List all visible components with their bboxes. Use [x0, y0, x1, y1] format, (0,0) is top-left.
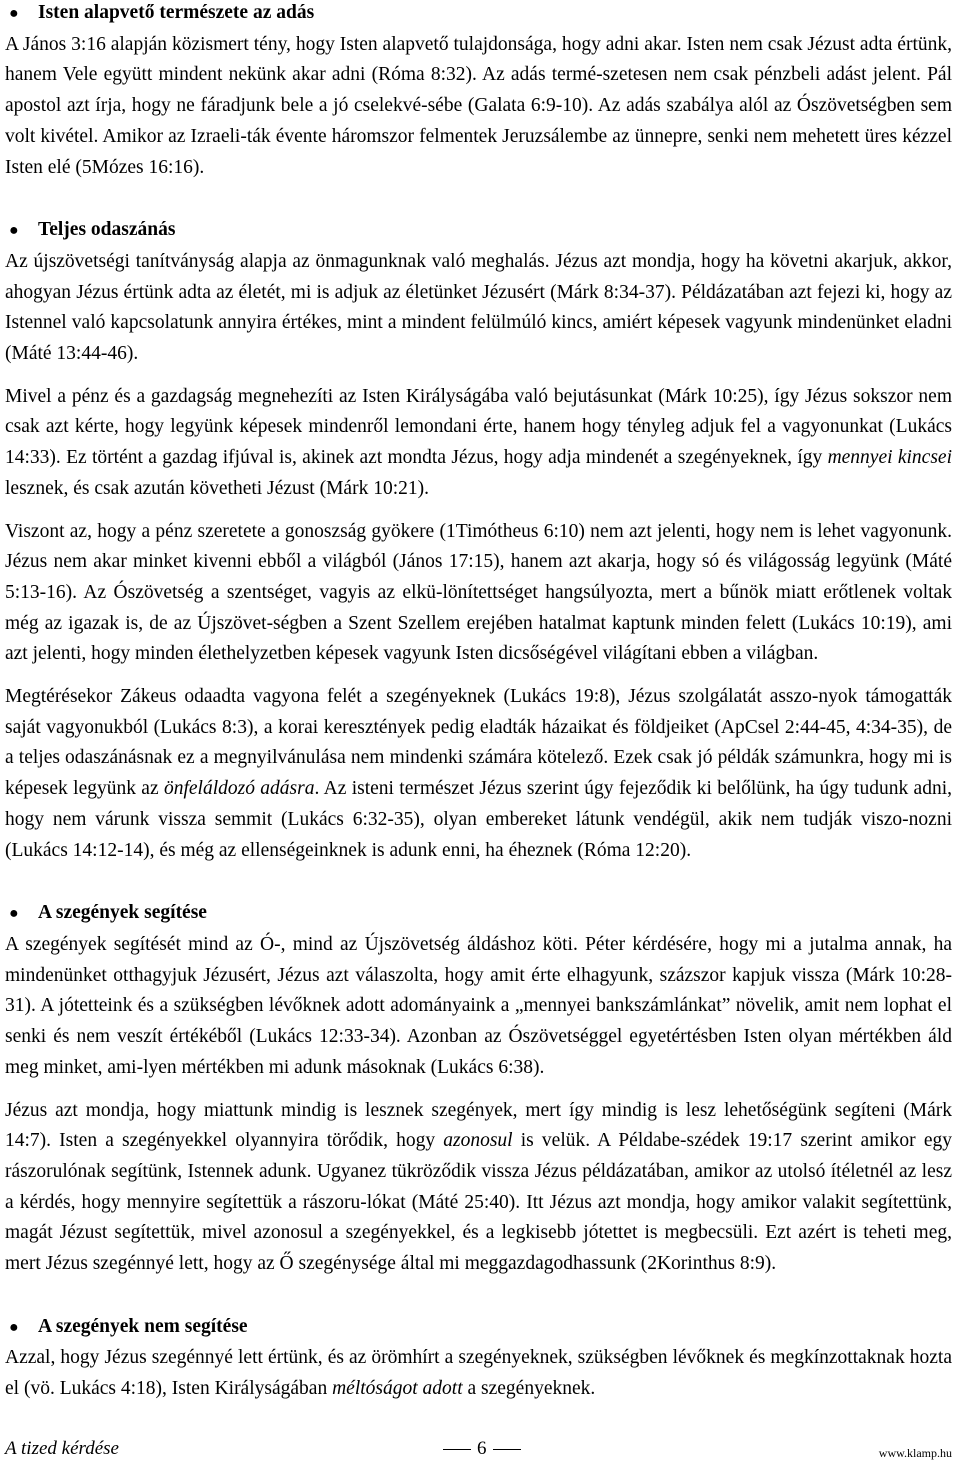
paragraph: Jézus azt mondja, hogy miattunk mindig is lesznek szegények, mert így mindig is lesz lehetőségünk segíteni (Márk 14:7). Isten a szegényekkel olyannyira törődik, hogy azonosul is velük. A Példabe-szédek 19:17 szerint amikor egy rászorulónak segítünk, Istennek adunk. Ugyanez tükröződik vissza Jézus példázatában, amikor az utolsó ítéletnél az lesz a kérdés, hogy mennyire segítettük a rászoru-lókat (Máté 25:40). Itt Jézus azt mondja, hogy amikor valakit segítettünk, magát Jézust segítettük, mivel azonosul a szegényekkel, és a legkisebb jótettet is megbecsüli. Ezt azért is teheti meg, mert Jézus szegénnyé lett, hogy az Ő szegénysége által mi meggazdagodhassunk (2Korinthus 8:9). [5, 1099, 952, 1275]
footer-title: A tized kérdése [5, 1438, 119, 1459]
section-heading-text: A szegények nem segítése [38, 1315, 248, 1337]
section-heading-text: Teljes odaszánás [38, 219, 176, 241]
section-heading-text: Isten alapvető természete az adás [38, 2, 315, 23]
dash-left [443, 1449, 471, 1450]
dash-right [493, 1449, 521, 1450]
page-number [437, 1434, 527, 1465]
paragraph: Azzal, hogy Jézus szegénnyé lett értünk, és az örömhírt a szegényeknek, szükségben lévőknek és megkínzottaknak hozta el (vö. Lukács 4:18), Isten Királyságában méltóságot adott a szegényeknek. [5, 1347, 952, 1400]
page-footer [5, 1434, 952, 1460]
section-heading [5, 215, 952, 247]
bullet-icon: ● [9, 905, 19, 923]
page-number-text: 6 [477, 1438, 487, 1459]
bullet-icon: ● [9, 5, 19, 22]
bullet-icon: ● [9, 1318, 19, 1336]
document-page [5, 0, 952, 1417]
section-heading [5, 898, 952, 930]
paragraph: Az újszövetségi tanítványság alapja az önmagunknak való meghalás. Jézus azt mondja, hogy ha követni akarjuk, akkor, ahogyan Jézus értünk adta az életét, mi is adjuk az életünket Jézusért (Márk 8:34-37). Példázatában azt fejezi ki, hogy az Istennel való kapcsolatunk annyira értékes, mint a mindent felülmúló kincs, amiért képesek vagyunk mindenünket eladni (Máté 13:44-46). [5, 250, 952, 365]
bullet-icon: ● [9, 222, 19, 240]
section-heading [5, 0, 952, 30]
footer-site: www.klamp.hu [878, 1446, 952, 1460]
paragraph: Megtérésekor Zákeus odaadta vagyona felét a szegényeknek (Lukács 19:8), Jézus szolgálatát asszo-nyok támogatták saját vagyonukból (Lukács 8:3), a korai keresztények pedig eladták házaikat és földjeiket (ApCsel 2:44-45, 4:34-35), de a teljes odaszánásnak ez a megnyilvánulása nem mindenki számára kötelező. Ezek csak jó példák számunkra, hogy mi is képesek legyünk az önfeláldozó adásra. Az isteni természet Jézus szerint úgy fejeződik ki belőlünk, ha úgy tudunk adni, hogy nem várunk vissza semmit (Lukács 6:32-35), olyan embereket látunk vendégül, akik nem tudják viszo-nozni (Lukács 14:12-14), és még az ellenségeinknek is adunk enni, ha éheznek (Róma 12:20). [5, 686, 952, 861]
section-heading-text: A szegények segítése [38, 902, 207, 924]
paragraph: Mivel a pénz és a gazdagság megnehezíti az Isten Királyságába való bejutásunkat (Márk 10:25), így Jézus sokszor nem csak azt kérte, hogy legyünk képesek mindenről lemondani érte, hanem hogy tényleg adjuk fel a vagyonunkat (Lukács 14:33). Ez történt a gazdag ifjúval is, akinek azt mondta Jézus, hogy adja mindenét a szegényeknek, így mennyei kincsei lesznek, és csak azután követheti Jézust (Márk 10:21). [5, 385, 952, 499]
section-heading [5, 1312, 952, 1344]
paragraph: A szegények segítését mind az Ó-, mind az Újszövetség áldáshoz köti. Péter kérdésére, hogy mi a jutalma annak, ha mindenünket otthagyjuk Jézusért, Jézus azt válaszolta, hogy amit érte elhagyunk, százszor kapjuk vissza (Márk 10:28-31). A jótetteink és a szükségben lévőknek adott adományaink a „mennyei bankszámlánkat” növelik, amit nem lophat el senki és nem veszít értékéből (Lukács 12:33-34). Azonban az Ószövetséggel egyetértésben Isten olyan mértékben áld meg minket, ami-lyen mértékben mi adunk másoknak (Lukács 6:38). [5, 933, 952, 1078]
paragraph: A János 3:16 alapján közismert tény, hogy Isten alapvető tulajdonsága, hogy adni akar. Isten nem csak Jézust adta értünk, hanem Vele együtt mindent nekünk akar adni (Róma 8:32). Az adás termé-szetesen nem csak pénzbeli adást jelent. Pál apostol azt írja, hogy ne fáradjunk bele a jó cselekvé-sébe (Galata 6:9-10). Az adás szabálya alól az Ószövetségben sem volt kivétel. Amikor az Izraeli-ták évente háromszor felmentek Jeruzsálembe az ünnepre, senki nem mehetett üres kézzel Isten elé (5Mózes 16:16). [5, 33, 952, 178]
paragraph: Viszont az, hogy a pénz szeretete a gonoszság gyökere (1Timótheus 6:10) nem azt jelenti, hogy nem is lehet vagyonunk. Jézus nem akar minket kivenni ebből a világból (János 17:15), hanem azt akarja, hogy só és világosság legyünk (Máté 5:13-16). Az Ószövetség a szentséget, vagyis az elkü-lönítettséget hangsúlyozta, mert a bűnök miatt erőtlenek voltak még az igazak is, de az Újszövet-ségben a Szent Szellem erejében hatalmat kaptunk minden felett (Lukács 10:19), ami azt jelenti, hogy minden élethelyzetben képesek vagyunk Isten dicsőségével világítani ebben a világban. [5, 520, 952, 665]
